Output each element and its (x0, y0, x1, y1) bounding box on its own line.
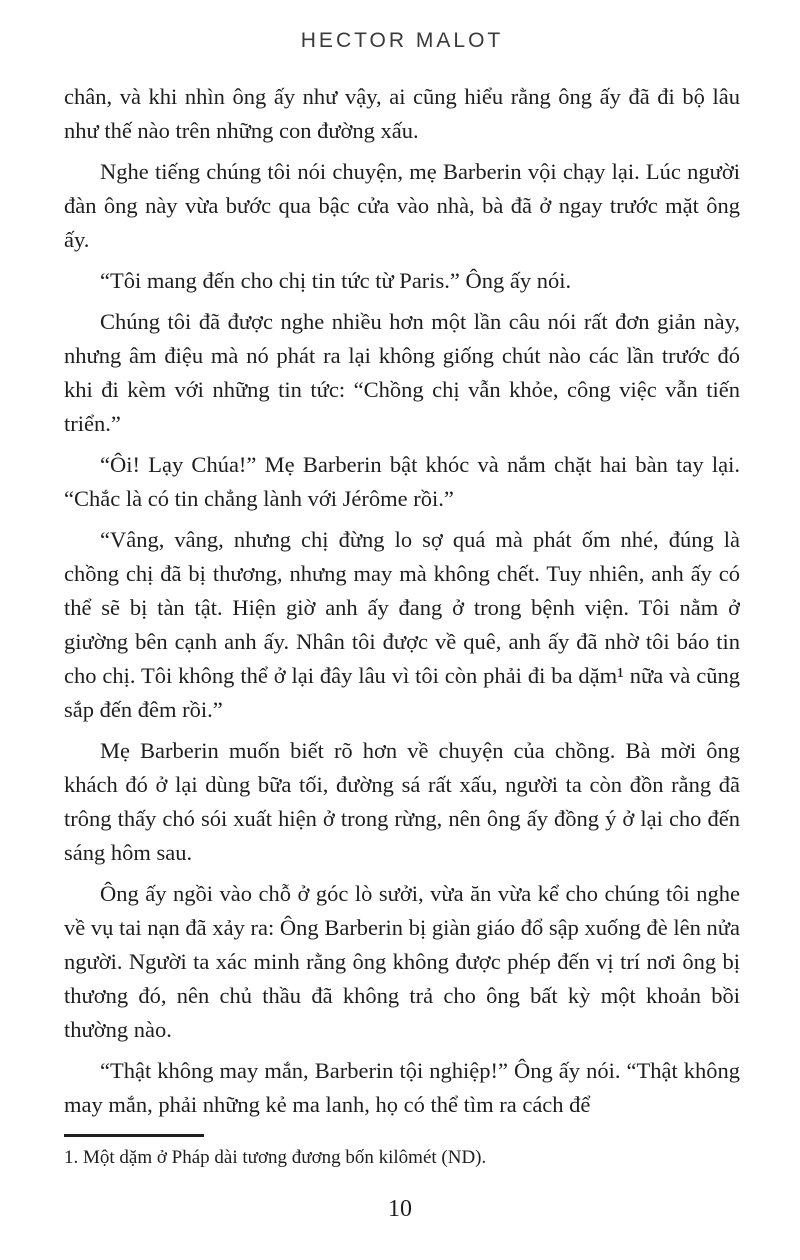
running-header: HECTOR MALOT (300, 29, 504, 52)
paragraph: “Vâng, vâng, nhưng chị đừng lo sợ quá mà phát ốm nhé, đúng là chồng chị đã bị thương, nhưng may mà không chết. Tuy nhiên, anh ấy có thể sẽ bị tàn tật. Hiện giờ anh ấy đang ở trong bệnh viện. Tôi nằm ở giường bên cạnh anh ấy. Nhân tôi được về quê, anh ấy đã nhờ tôi báo tin cho chị. Tôi không thể ở lại đây lâu vì tôi còn phải đi ba dặm¹ nữa và cũng sắp đến đêm rồi.” (64, 527, 740, 722)
paragraph: “Thật không may mắn, Barberin tội nghiệp!” Ông ấy nói. “Thật không may mắn, phải những kẻ ma lanh, họ có thể tìm ra cách để (64, 1058, 740, 1117)
paragraph: Mẹ Barberin muốn biết rõ hơn về chuyện của chồng. Bà mời ông khách đó ở lại dùng bữa tối, đường sá rất xấu, người ta còn đồn rằng đã trông thấy chó sói xuất hiện ở trong rừng, nên ông ấy đồng ý ở lại cho đến sáng hôm sau. (64, 738, 740, 865)
paragraph: “Ôi! Lạy Chúa!” Mẹ Barberin bật khóc và nắm chặt hai bàn tay lại. “Chắc là có tin chẳng lành với Jérôme rồi.” (64, 452, 740, 511)
footnote-separator (64, 1134, 204, 1137)
paragraph: Chúng tôi đã được nghe nhiều hơn một lần câu nói rất đơn giản này, nhưng âm điệu mà nó phát ra lại không giống chút nào các lần trước đó khi đi kèm với những tin tức: “Chồng chị vẫn khỏe, công việc vẫn tiến triển.” (64, 309, 740, 436)
footnote: 1. Một dặm ở Pháp dài tương đương bốn kilômét (ND). (64, 1147, 487, 1168)
footnote-block (64, 1134, 740, 1170)
page-number: 10 (388, 1196, 412, 1222)
page-body (64, 80, 740, 1128)
paragraph: Ông ấy ngồi vào chỗ ở góc lò sưởi, vừa ăn vừa kể cho chúng tôi nghe về vụ tai nạn đã xảy ra: Ông Barberin bị giàn giáo đổ sập xuống đè lên nửa người. Người ta xác minh rằng ông không được phép đến vị trí nơi ông bị thương đó, nên chủ thầu đã không trả cho ông bất kỳ một khoản bồi thường nào. (64, 881, 740, 1042)
paragraph: Nghe tiếng chúng tôi nói chuyện, mẹ Barberin vội chạy lại. Lúc người đàn ông này vừa bước qua bậc cửa vào nhà, bà đã ở ngay trước mặt ông ấy. (64, 159, 740, 252)
paragraph: “Tôi mang đến cho chị tin tức từ Paris.” Ông ấy nói. (100, 268, 572, 293)
paragraph: chân, và khi nhìn ông ấy như vậy, ai cũng hiểu rằng ông ấy đã đi bộ lâu như thế nào trên những con đường xấu. (64, 84, 740, 143)
